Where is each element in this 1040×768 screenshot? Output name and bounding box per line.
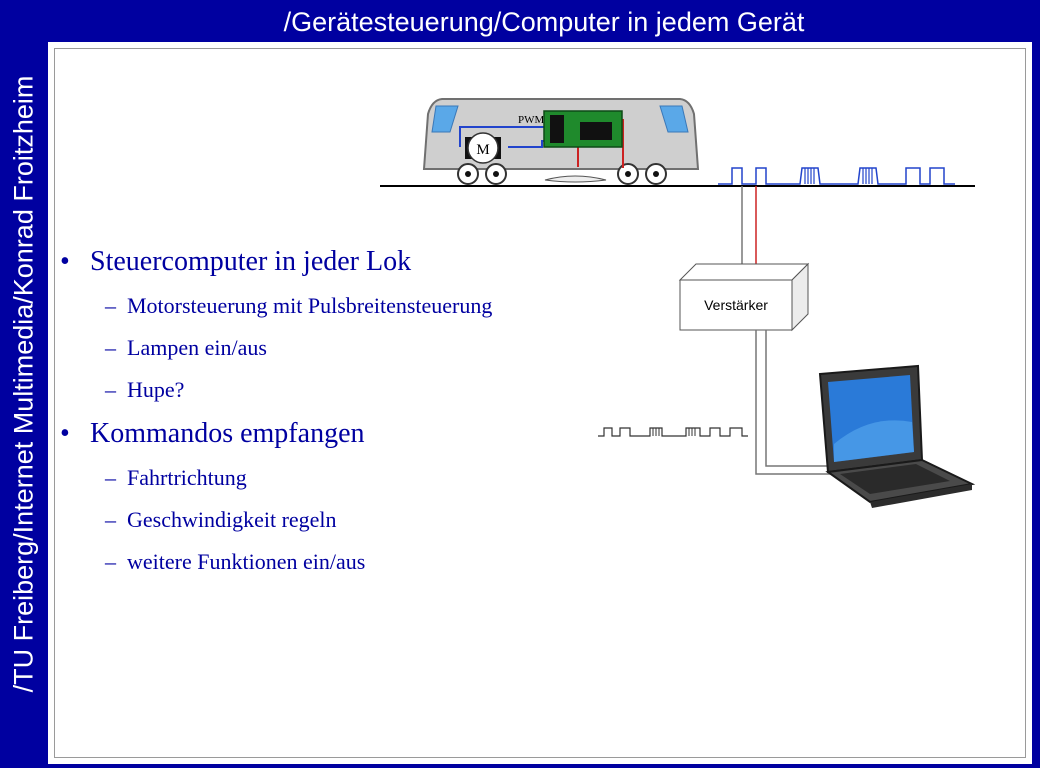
track-signal-dense-block [805, 168, 872, 184]
command-signal-waveform [598, 428, 748, 436]
side-bar [0, 0, 48, 768]
amplifier-box [680, 264, 808, 330]
wheel-hub [653, 171, 659, 177]
wheel-hub [625, 171, 631, 177]
pickup-shoe [545, 176, 606, 182]
sub-bullet-text: Fahrtrichtung [127, 465, 247, 490]
pwm-label: PWM [518, 114, 545, 126]
sub-bullet-text: Lampen ein/aus [127, 335, 267, 360]
sub-bullet-text: Geschwindigkeit regeln [127, 507, 337, 532]
board-chip [550, 115, 564, 143]
bullet-dot: • [60, 418, 70, 449]
amplifier-label: Verstärker [704, 297, 768, 313]
sub-bullet-dash: – [105, 335, 116, 360]
amplifier-top-face [680, 264, 808, 280]
slide-title: /Gerätesteuerung/Computer in jedem Gerät [48, 0, 1040, 42]
slide-content [48, 42, 1032, 764]
bullet-text: Kommandos empfangen [90, 418, 365, 449]
wheel-hub [465, 171, 471, 177]
sub-bullet-dash: – [105, 465, 116, 490]
sidebar-course-path: /TU Freiberg/Internet Multimedia/Konrad Froitzheim [8, 75, 39, 693]
wheel-hub [493, 171, 499, 177]
sub-bullet-dash: – [105, 549, 116, 574]
sub-bullet-text: Hupe? [127, 377, 185, 402]
track-signal-waveform [718, 168, 955, 184]
locomotive-control-diagram [50, 44, 1034, 766]
sub-bullet-text: weitere Funktionen ein/aus [127, 549, 366, 574]
command-signal-dense-block [653, 428, 695, 436]
bullet-dot: • [60, 246, 70, 277]
sub-bullet-dash: – [105, 293, 116, 318]
board-chip [580, 122, 612, 140]
sub-bullet-text: Motorsteuerung mit Pulsbreitensteuerung [127, 293, 493, 318]
motor-label: M [476, 142, 490, 158]
laptop-icon [820, 366, 972, 508]
locomotive-illustration [424, 99, 698, 184]
bullet-text: Steuercomputer in jeder Lok [90, 246, 412, 277]
sub-bullet-dash: – [105, 377, 116, 402]
sub-bullet-dash: – [105, 507, 116, 532]
